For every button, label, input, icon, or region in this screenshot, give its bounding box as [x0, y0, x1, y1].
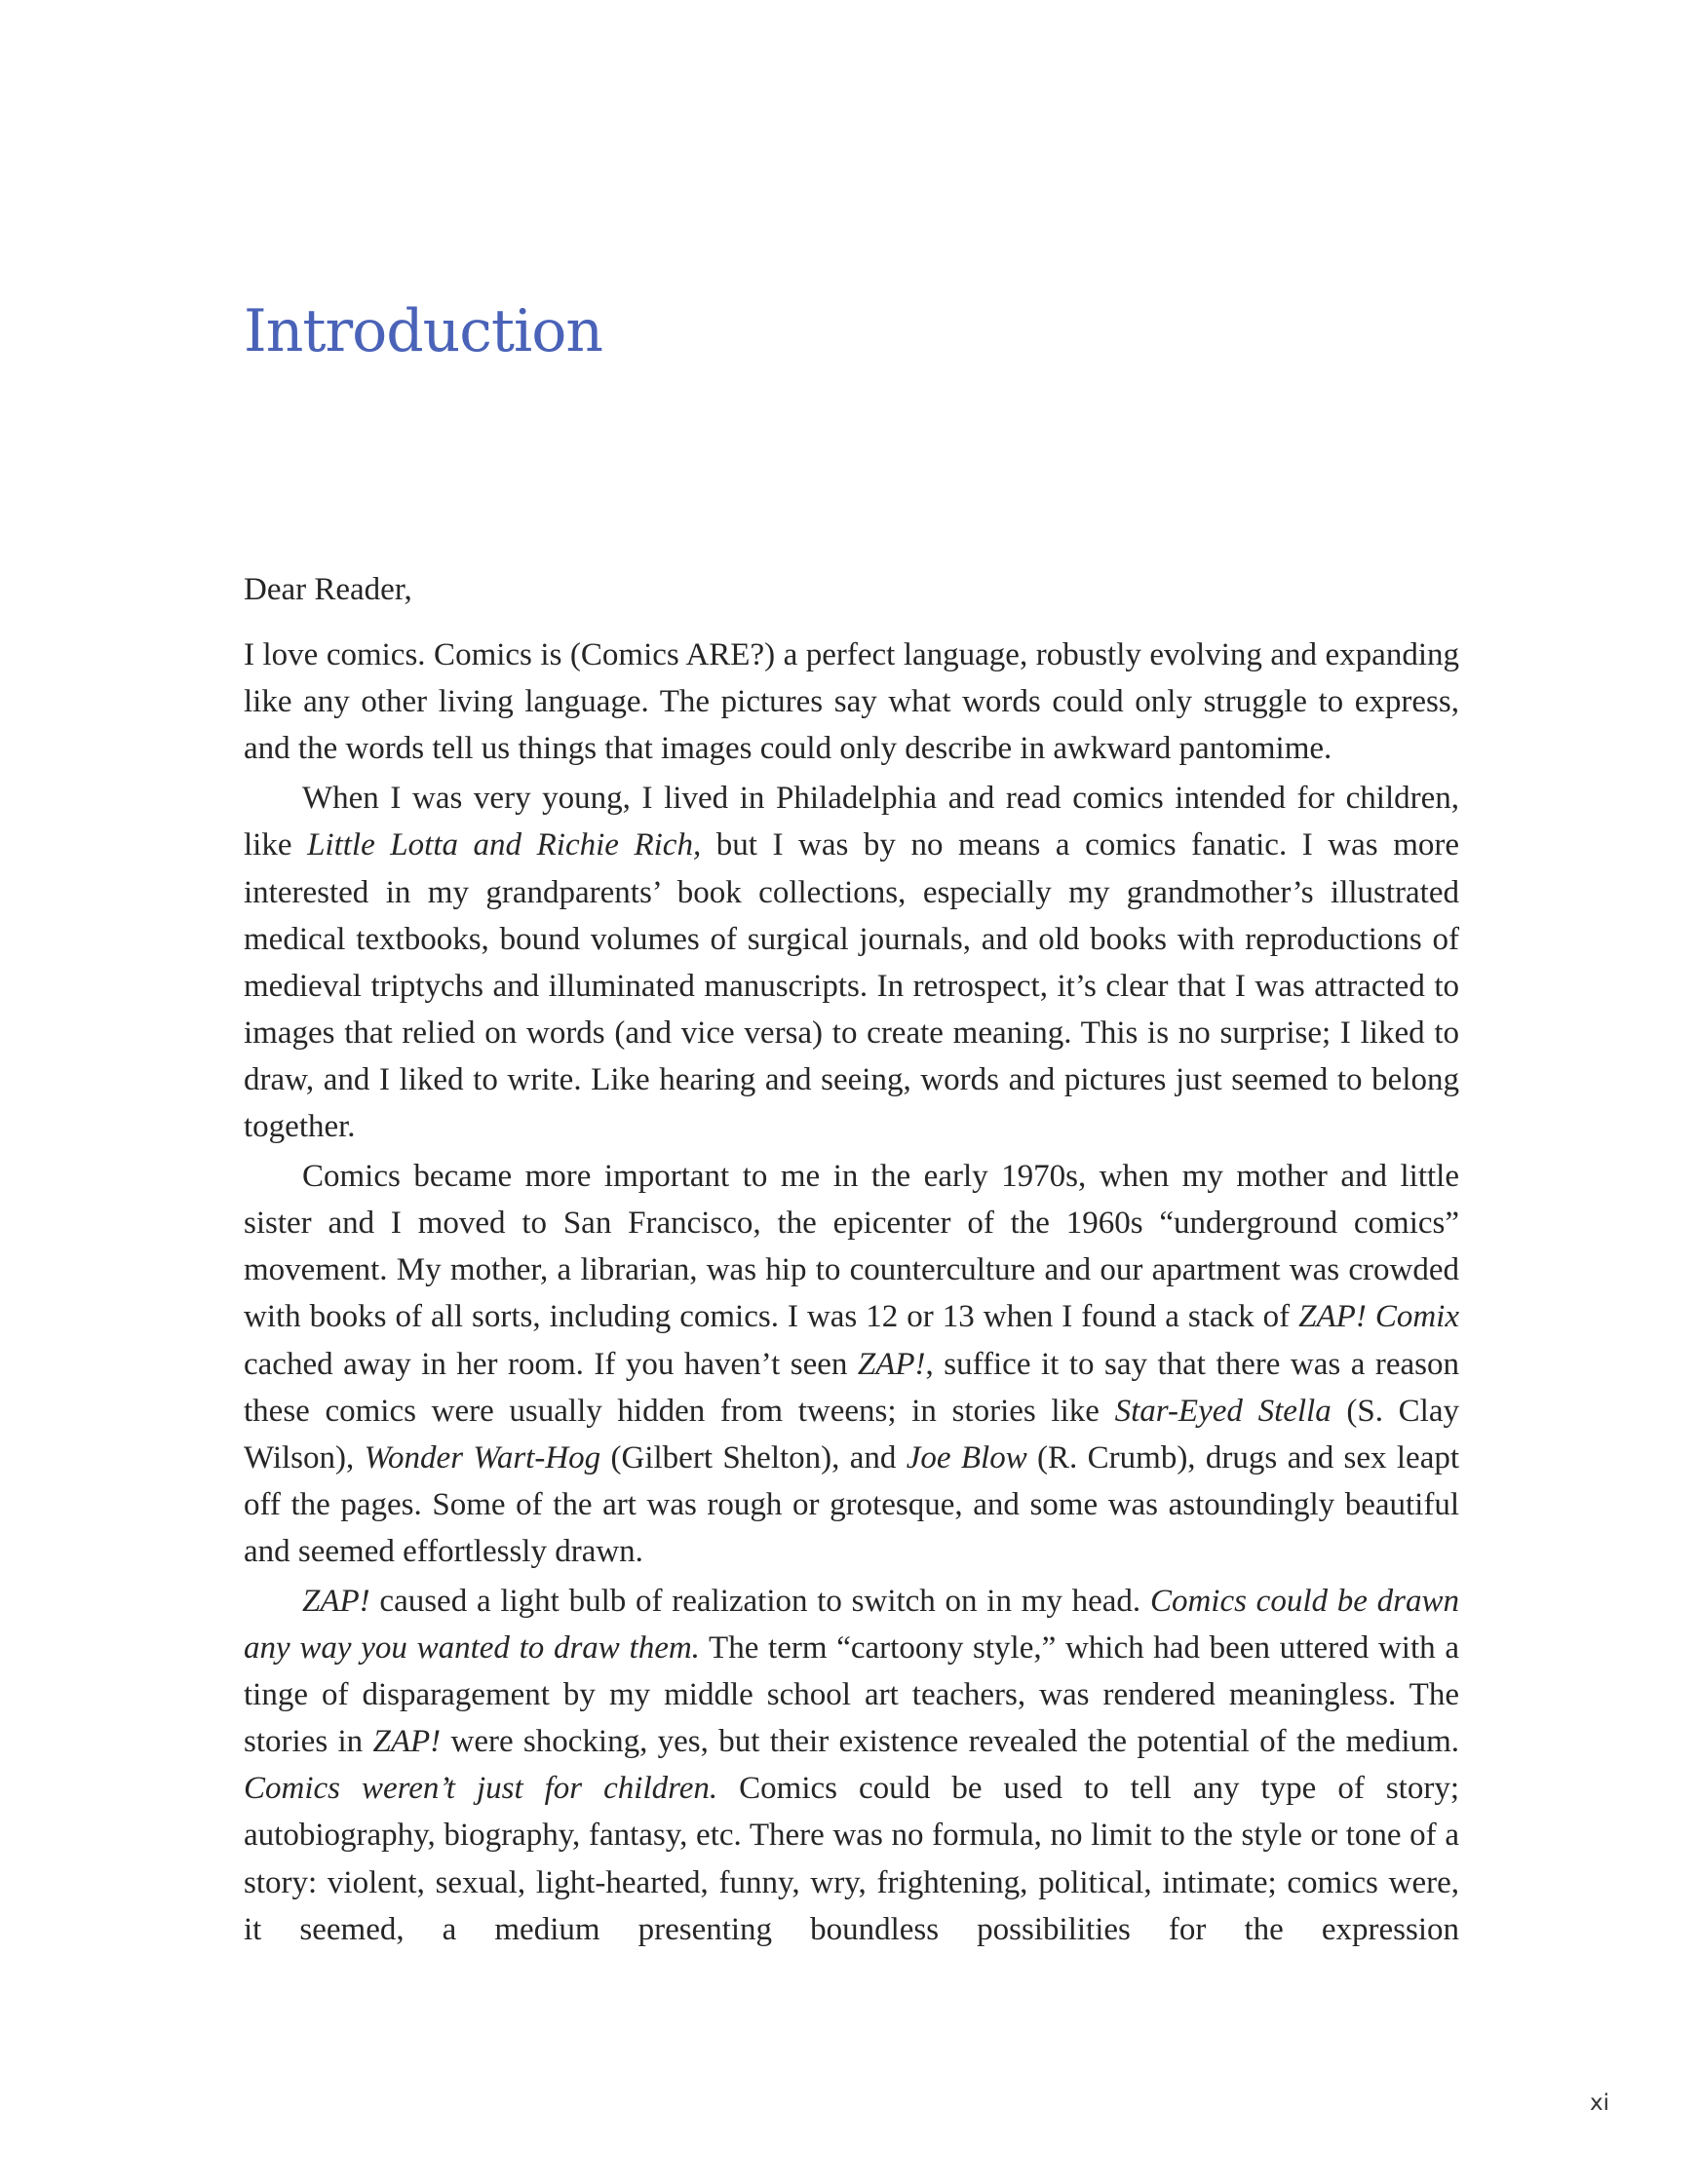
text-run: I love comics. Comics is (Comics ARE?) a perfect language, robustly evolving and expanding like any other living language. The pictures say what words could only struggle to express, and the words tell us things that images could only describe in awkward pantomime.: [244, 637, 1459, 767]
text-run: caused a light bulb of realization to switch on in my head.: [369, 1583, 1150, 1619]
body-text: [244, 566, 1459, 1956]
text-run: (R. Crumb), drugs and sex leapt off the pages. Some of the art was rough or grotesque, and some was astoundingly beautiful and seemed effortlessly drawn.: [244, 1439, 1460, 1569]
italic-run: Wonder Wart-Hog: [364, 1439, 601, 1475]
italic-run: ZAP!: [857, 1346, 926, 1382]
italic-run: Comics could be drawn any way you wanted to draw them.: [244, 1583, 1459, 1667]
text-run: When I was very young, I lived in Philadelphia and read comics intended for children, like: [244, 781, 1459, 863]
text-run: Comics could be used to tell any type of story; autobiography, biography, fantasy, etc. There was no formula, no limit to the style or tone of a story: violent, sexual, light-hearted, funny, wry, frightening, political, intimate; comics were, it seemed, a medium presenting boundless possibilities for the expression: [244, 1771, 1459, 1947]
italic-run: Comics weren’t just for children.: [244, 1771, 718, 1807]
italic-run: ZAP! Comix: [1298, 1299, 1459, 1335]
text-run: were shocking, yes, but their existence revealed the potential of the medium.: [441, 1724, 1459, 1760]
text-run: Comics became more important to me in the early 1970s, when my mother and little sister and I moved to San Francisco, the epicenter of the 1960s “underground comics” movement. My mother, a librarian, was hip to counterculture and our apartment was crowded with books of all sorts, including comics. I was 12 or 13 when I found a stack of: [244, 1159, 1459, 1335]
paragraph-2: [244, 775, 1459, 1150]
text-run: cached away in her room. If you haven’t seen: [244, 1346, 858, 1382]
text-run: The term “cartoony style,” which had been uttered with a tinge of disparagement by my middle school art teachers, was rendered meaningless. The stories in: [244, 1630, 1459, 1760]
paragraph-3: [244, 1153, 1459, 1575]
text-run: but I was by no means a comics fanatic. I was more interested in my grandparents’ book collections, especially my grandmother’s illustrated medical textbooks, bound volumes of surgical journals, and old books with reproductions of medieval triptychs and illuminated manuscripts. In retrospect, it’s clear that I was attracted to images that relied on words (and vice versa) to create meaning. This is no surprise; I liked to draw, and I liked to write. Like hearing and seeing, words and pictures just seemed to belong together.: [244, 827, 1459, 1145]
page-number: xi: [1589, 2090, 1609, 2116]
italic-run: Little Lotta and Richie Rich,: [307, 827, 702, 863]
text-run: , suffice it to say that there was a reason these comics were usually hidden from tweens; in stories like: [244, 1346, 1459, 1429]
italic-run: Star-Eyed Stella: [1114, 1393, 1332, 1429]
italic-run: ZAP!: [302, 1583, 370, 1619]
salutation: Dear Reader,: [244, 572, 412, 607]
paragraph-1: [244, 632, 1459, 772]
paragraph-4: [244, 1578, 1459, 1953]
text-run: (Gilbert Shelton), and: [600, 1439, 907, 1475]
italic-run: Joe Blow: [906, 1439, 1027, 1475]
chapter-title: Introduction: [244, 297, 602, 365]
italic-run: ZAP!: [372, 1724, 442, 1760]
text-run: (S. Clay Wilson),: [244, 1393, 1459, 1475]
